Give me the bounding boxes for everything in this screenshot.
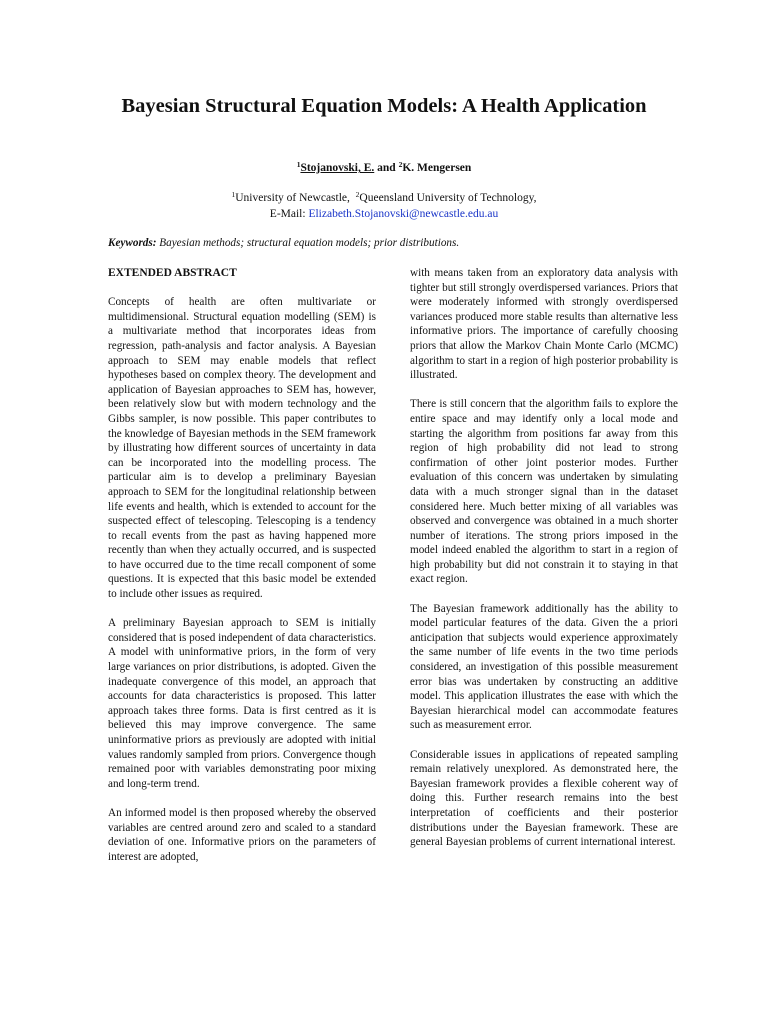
left-column: [108, 266, 376, 879]
affiliation-line: [0, 190, 768, 206]
paragraph: Concepts of health are often multivariate or multidimensional. Structural equation modelling (SEM) is a multivariate method that incorporates ideas from regression, path-analysis and factor analysis. A Bayesian approach to SEM may enable models that reflect hypotheses based on complex theory. The development and application of Bayesian approaches to SEM has, however, been relatively slow but with modern technology and the Gibbs sampler, is now possible. This paper contributes to the knowledge of Bayesian methods in the SEM framework by illustrating how different sources of uncertainty in data can be incorporated into the modelling process. The particular aim is to develop a preliminary Bayesian approach to SEM for the longitudinal relationship between life events and health, which is extended to account for the suspected effect of telescoping. Telescoping is a tendency to recall events from the past as having happened more recently than when they actually occurred, and is suspected to have occurred due to the time recall component of some questions. It is expected that this basic model be extended to include other issues as required.: [108, 296, 376, 601]
affiliation2-superscript: 2: [355, 190, 360, 199]
paper-title: Bayesian Structural Equation Models: A Health Application: [121, 95, 647, 117]
paragraph: The Bayesian framework additionally has the ability to model particular features of the data. Given the a priori anticipation that subjects would experience approximately the same number of life events in the two time periods considered, an investigation of this possible measurement error bias was undertaken by constructing an additive model. This application illustrates the ease with which the Bayesian hierarchical model can accommodate features such as measurement error.: [410, 602, 678, 732]
email-label: E-Mail:: [269, 208, 306, 220]
abstract-heading: EXTENDED ABSTRACT: [108, 267, 237, 279]
affiliation-block: [0, 190, 768, 222]
email-line: [0, 206, 768, 222]
paragraph: with means taken from an exploratory data analysis with tighter but still strongly overdispersed variances. Priors that were moderately informed with strongly overdispersed variances produced more stable results than alternative less informative priors. The importance of carefully choosing priors that allow the Markov Chain Monte Carlo (MCMC) algorithm to start in a region of high posterior probability is illustrated.: [410, 267, 678, 382]
email-link[interactable]: Elizabeth.Stojanovski@newcastle.edu.au: [308, 208, 499, 220]
paragraph: There is still concern that the algorithm fails to explore the entire space and may identify only a local mode and starting the algorithm from positions far away from this region of high probability did not lead to strong confirmation of other joint posterior modes. Further evaluation of this concern was undertaken by simulating data with a much stronger signal than in the dataset considered here. Much better mixing of all variables was observed and convergence was obtained in a much shorter number of iterations. The strong priors imposed in the model indeed enabled the algorithm to start in a region of high probability but did not constrain it to staying in that exact region.: [410, 398, 678, 586]
author-line: [0, 160, 768, 176]
right-column: [410, 266, 678, 864]
paragraph: Considerable issues in applications of repeated sampling remain relatively unexplored. As demonstrated here, the Bayesian framework provides a flexible coherent way of doing this. Further research remains into the best interpretation of coefficients and their posterior distributions under the Bayesian framework. These are general Bayesian problems of current international interest.: [410, 748, 678, 849]
keywords-line: [108, 236, 678, 251]
author1-superscript: 1: [296, 160, 301, 169]
author1-name: Stojanovski, E.: [300, 162, 375, 174]
author-conjunction: and: [377, 162, 396, 174]
affiliation1-superscript: 1: [231, 190, 236, 199]
affiliation2-name: Queensland University of Technology,: [359, 192, 537, 204]
keywords-label: Keywords:: [108, 237, 157, 249]
keywords-text: Bayesian methods; structural equation models; prior distributions.: [159, 237, 460, 249]
author2-name: K. Mengersen: [402, 162, 472, 174]
affiliation1-name: University of Newcastle,: [235, 192, 350, 204]
paragraph: An informed model is then proposed whereby the observed variables are centred around zero and scaled to a standard deviation of one. Informative priors on the parameters of interest are adopted,: [108, 806, 376, 863]
paragraph: A preliminary Bayesian approach to SEM is initially considered that is posed independent of data characteristics. A model with uninformative priors, in the form of very large variances on prior distributions, is adopted. Given the inadequate convergence of this model, an approach that accounts for data characteristics is proposed. This latter approach takes three forms. Data is first centred as it is believed this may improve convergence. The same uninformative priors as previously are adopted with initial values randomly sampled from priors. Convergence though remained poor with variables demonstrating poor mixing and long-term trend.: [108, 617, 376, 790]
author2-superscript: 2: [398, 160, 403, 169]
